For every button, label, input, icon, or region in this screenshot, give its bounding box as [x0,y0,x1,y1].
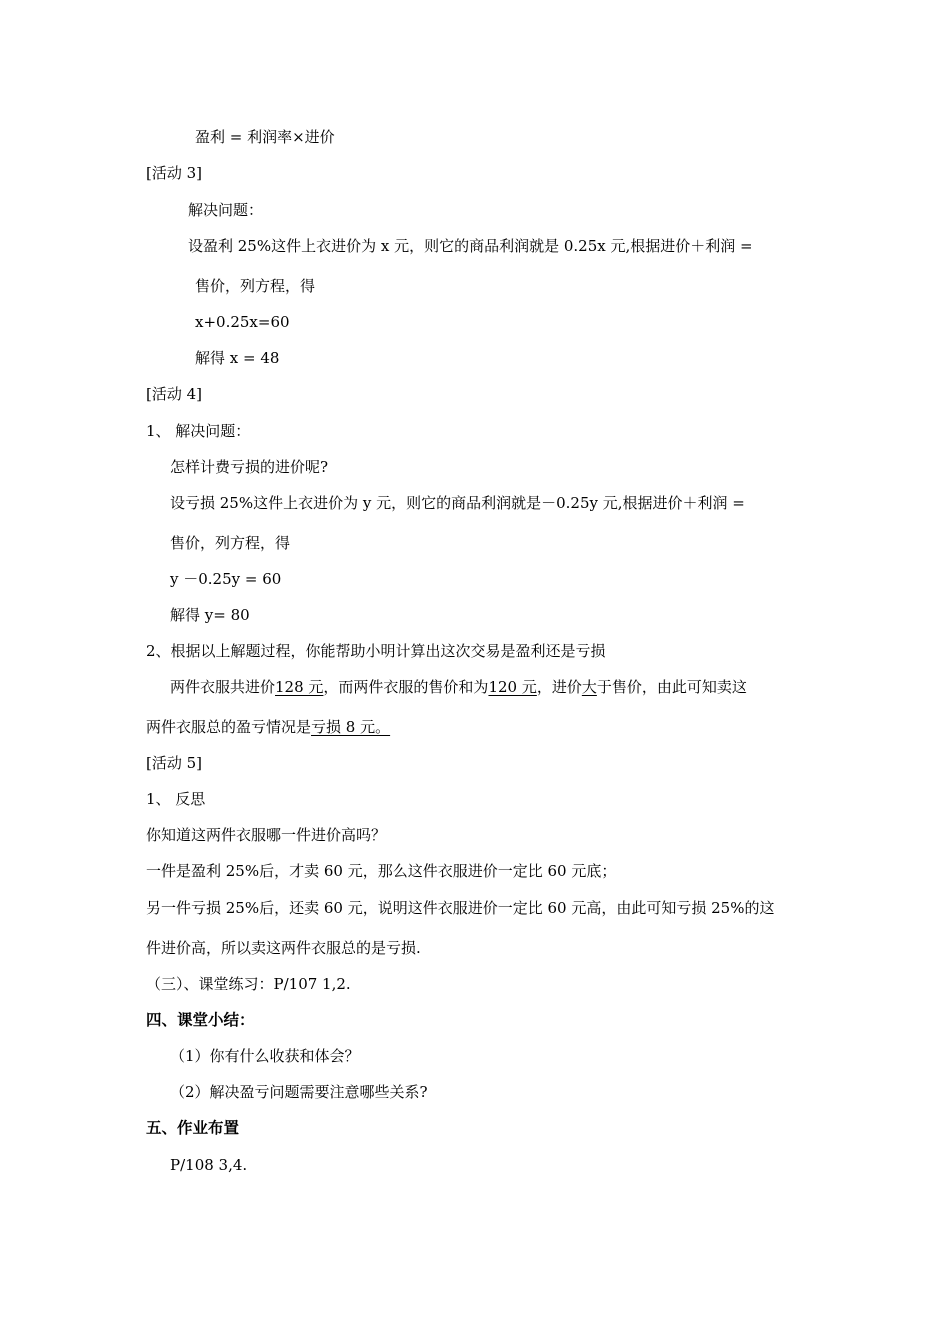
text-segment: ，而两件衣服的售价和为 [323,678,489,696]
reflection-question: 你知道这两件衣服哪一件进价高吗？ [146,826,387,844]
profit-solution: 解得 x = 48 [195,349,280,367]
reflection-answer-2-continued: 件进价高，所以卖这两件衣服总的是亏损. [146,939,421,957]
formula-profit: 盈利 = 利润率×进价 [195,128,335,146]
total-cost-blank: 128 元 [275,678,324,696]
item-1-solve: 1、 解决问题： [146,422,251,440]
loss-question: 怎样计费亏损的进价呢? [170,458,329,476]
loss-equation: y －0.25y = 60 [170,570,282,588]
profit-setup-continued: 售价，列方程，得 [195,277,316,295]
loss-solution: 解得 y= 80 [170,606,250,624]
summary-line-2 [146,717,390,737]
text-segment: ，进价 [536,678,582,696]
summary-line-1 [170,677,747,697]
item-2-question: 2、根据以上解题过程，你能帮助小明计算出这次交易是盈利还是亏损 [146,642,606,660]
reflection-answer-2: 另一件亏损 25%后，还卖 60 元，说明这件衣服进价一定比 60 元高，由此可知亏损 25%的这 [146,899,775,917]
profit-equation: x+0.25x=60 [195,313,290,331]
activity-5-heading: [活动 5] [146,754,203,772]
activity-3-heading: [活动 3] [146,164,203,182]
text-segment: 两件衣服共进价 [170,678,276,696]
summary-question-1: （1）你有什么收获和体会？ [170,1047,360,1065]
section-5-heading: 五、作业布置 [146,1119,240,1137]
reflection-answer-1: 一件是盈利 25%后，才卖 60 元，那么这件衣服进价一定比 60 元底； [146,862,617,880]
summary-question-2: （2）解决盈亏问题需要注意哪些关系? [170,1083,428,1101]
profit-setup-text: 设盈利 25%这件上衣进价为 x 元，则它的商品利润就是 0.25x 元,根据进价＋利润 = [188,237,753,255]
total-price-blank: 120 元 [488,678,537,696]
solve-problem-label: 解决问题： [188,201,264,219]
homework-assignment: P/108 3,4. [170,1156,248,1174]
result-blank: 亏损 8 元。 [311,718,391,736]
classroom-exercise: （三）、课堂练习：P/107 1,2. [146,975,351,993]
text-segment: 于售价，由此可知卖这 [596,678,747,696]
loss-setup-continued: 售价，列方程，得 [170,534,291,552]
text-segment: 两件衣服总的盈亏情况是 [146,718,312,736]
section-4-heading: 四、课堂小结： [146,1011,255,1029]
comparison-blank: 大 [581,678,597,696]
loss-setup-text: 设亏损 25%这件上衣进价为 y 元，则它的商品利润就是－0.25y 元,根据进价＋利润 = [170,494,745,512]
reflection-item: 1、 反思 [146,790,206,808]
activity-4-heading: [活动 4] [146,385,203,403]
